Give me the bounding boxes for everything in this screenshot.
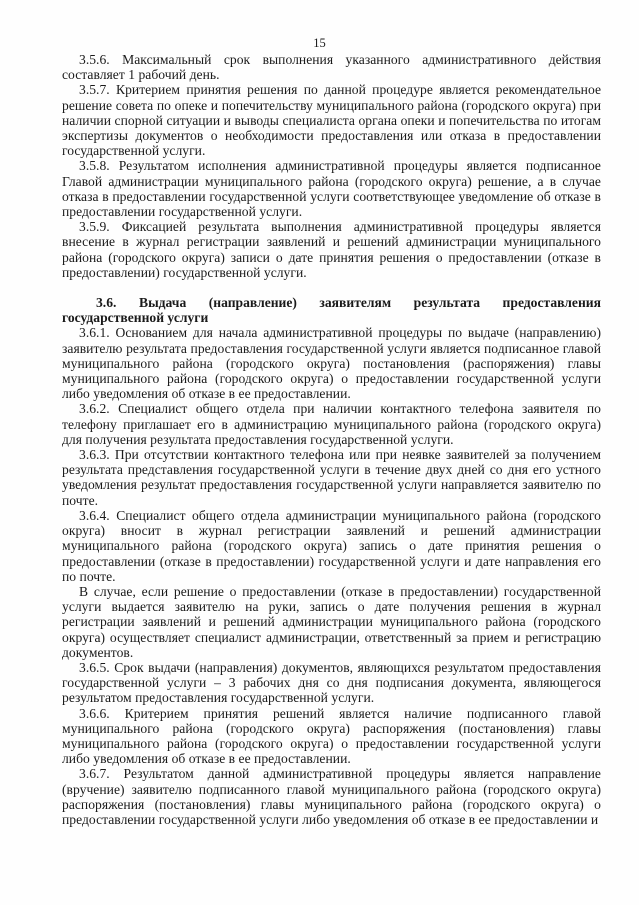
section-number: 3.6. xyxy=(96,295,117,311)
document-body xyxy=(62,52,601,827)
paragraph-3-5-9: 3.5.9. Фиксацией результата выполнения административной процедуры является внесение в журнал регистрации заявлений и решений администрации муниципального района (городского округа) записи о дате принятия решения о предоставлении (отказе в предоставлении) государственной услуги. xyxy=(62,219,601,280)
paragraph-3-5-6: 3.5.6. Максимальный срок выполнения указанного административного действия составляет 1 рабочий день. xyxy=(62,52,601,83)
paragraph-3-5-8: 3.5.8. Результатом исполнения административной процедуры является подписанное Главой администрации муниципального района (городского округа) решение, а в случае отказа в предоставлении государственной услуги соответствующее уведомление об отказе в предоставлении государственной услуги. xyxy=(62,158,601,220)
section-gap xyxy=(62,280,601,295)
section-title: Выдача (направление) заявителям результата предоставления государственной услуги xyxy=(62,295,601,326)
page-number: 15 xyxy=(313,36,326,50)
paragraph-3-6-7: 3.6.7. Результатом данной административной процедуры является направление (вручение) заявителю подписанного главой муниципального района (городского округа) распоряжения (постановления) главы муниципального района (городского округа) о предоставлении государственной услуги либо уведомления об отказе в ее предоставлении и xyxy=(62,766,601,827)
paragraph-3-6-4: 3.6.4. Специалист общего отдела администрации муниципального района (городского округа) вносит в журнал регистрации заявлений и решений администрации муниципального района (городского округа) запись о дате принятия решения о предоставлении (отказе в предоставлении) государственной услуги и дате направления его по почте. xyxy=(62,507,601,584)
paragraph-3-6-4-note: В случае, если решение о предоставлении (отказе в предоставлении) государственной услуги выдается заявителю на руки, запись о дате получения решения в журнал регистрации заявлений и решений администрации муниципального района (городского округа) осуществляет специалист администрации, ответственный за прием и регистрацию документов. xyxy=(62,583,601,660)
paragraph-3-6-3: 3.6.3. При отсутствии контактного телефона или при неявке заявителей за получением результата представления государственной услуги в течение двух дней со дня его устного уведомления результат предоставления государственной услуги направляется заявителю по почте. xyxy=(62,447,601,508)
paragraph-3-6-5: 3.6.5. Срок выдачи (направления) документов, являющихся результатом предоставления государственной услуги – 3 рабочих дня со дня подписания документа, являющегося результатом предоставления государственной услуги. xyxy=(62,659,601,706)
paragraph-3-5-7: 3.5.7. Критерием принятия решения по данной процедуре является рекомендательное решение совета по опеке и попечительству муниципального района (городского округа) при наличии спорной ситуации и выводы специалиста органа опеки и попечительства по итогам экспертизы документов о необходимости предоставления или отказа в предоставлении государственной услуги. xyxy=(62,82,601,159)
section-heading-3-6 xyxy=(62,295,601,325)
paragraph-3-6-1: 3.6.1. Основанием для начала административной процедуры по выдаче (направлению) заявителю результата предоставления государственной услуги является подписанное главой муниципального района (городского округа) постановления (распоряжения) главы муниципального района (городского округа) о предоставлении государственной услуги либо уведомления об отказе в ее предоставлении. xyxy=(62,325,601,402)
paragraph-3-6-2: 3.6.2. Специалист общего отдела при наличии контактного телефона заявителя по телефону приглашает его в администрацию муниципального района (городского округа) для получения результата предоставления государственной услуги. xyxy=(62,401,601,447)
paragraph-3-6-6: 3.6.6. Критерием принятия решений является наличие подписанного главой муниципального района (городского округа) распоряжения (постановления) главы муниципального района (городского округа) о предоставлении государственной услуги либо уведомления об отказе в ее предоставлении. xyxy=(62,705,601,767)
